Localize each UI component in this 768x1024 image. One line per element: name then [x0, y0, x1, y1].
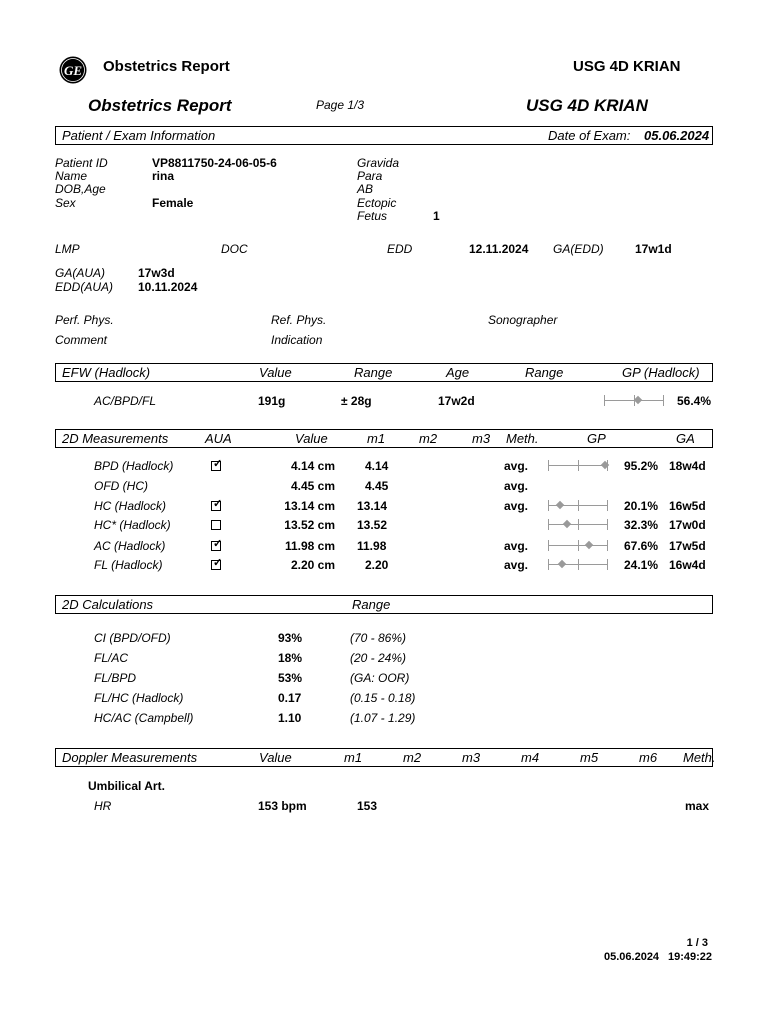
calc-name: FL/BPD — [94, 671, 137, 685]
gp-bar-start-tick — [604, 395, 605, 406]
measurement-value: 4.14 cm — [290, 459, 335, 473]
calc-name: HC/AC (Campbell) — [94, 711, 194, 725]
doppler-title: Doppler Measurements — [62, 750, 198, 765]
measurements-title: 2D Measurements — [62, 431, 169, 446]
ga-edd-label: GA(EDD) — [553, 242, 604, 256]
ga-edd-value: 17w1d — [635, 242, 672, 256]
footer-page: 1 / 3 — [686, 937, 708, 949]
measurement-m1: 13.14 — [357, 499, 388, 513]
efw-range-label: Range — [354, 365, 393, 380]
calc-range: (20 - 24%) — [350, 651, 407, 665]
doppler-section-header — [55, 748, 716, 767]
sex-value: Female — [152, 196, 194, 210]
aua-checkbox[interactable]: ✓ — [213, 458, 223, 470]
measurement-m1: 13.52 — [357, 518, 388, 532]
doppler-m2-label: m2 — [403, 750, 422, 765]
exam-date-label: Date of Exam: — [548, 128, 631, 143]
patient-section-header — [55, 126, 713, 145]
calc-name: CI (BPD/OFD) — [94, 631, 171, 645]
efw-section-header — [55, 363, 713, 382]
measurement-m1: 4.14 — [365, 459, 389, 473]
measurement-gp-bar — [548, 519, 608, 529]
measurement-ga: 17w5d — [669, 539, 706, 553]
measurement-gp: 32.3% — [624, 518, 659, 532]
efw-range2-label: Range — [525, 365, 564, 380]
footer-time: 19:49:22 — [668, 951, 713, 963]
measurement-gp-bar — [548, 460, 608, 470]
measurement-gp: 20.1% — [624, 499, 659, 513]
doppler-m3-label: m3 — [462, 750, 481, 765]
top-title: Obstetrics Report — [103, 58, 230, 75]
efw-age-label: Age — [446, 365, 470, 380]
gp-percentile-marker — [558, 560, 566, 568]
doc-label: DOC — [221, 242, 248, 256]
patient-id-label: Patient ID — [55, 156, 108, 170]
measurement-name: AC (Hadlock) — [94, 539, 166, 553]
gp-percentile-marker — [634, 396, 642, 404]
fetus-label: Fetus — [357, 209, 388, 223]
calc-value: 1.10 — [278, 711, 302, 725]
measurement-ga: 18w4d — [669, 459, 706, 473]
measurements-section-header — [55, 429, 713, 448]
gp-col-label: GP — [587, 431, 606, 446]
gp-bar-start-tick — [548, 500, 549, 511]
measurement-name: FL (Hadlock) — [94, 558, 163, 572]
calc-range-label: Range — [352, 597, 391, 612]
measurement-m1: 11.98 — [357, 539, 387, 553]
measurement-gp-bar — [548, 540, 608, 550]
gp-bar-end-tick — [607, 540, 608, 551]
calc-value: 93% — [278, 631, 303, 645]
efw-row-value: 191g — [258, 394, 286, 408]
perf-phys-label: Perf. Phys. — [55, 313, 114, 327]
gp-bar-end-tick — [607, 559, 608, 570]
ga-col-label: GA — [676, 431, 695, 446]
measurement-gp: 67.6% — [624, 539, 659, 553]
indication-label: Indication — [271, 333, 323, 347]
lmp-label: LMP — [55, 242, 80, 256]
m1-col-label: m1 — [367, 431, 386, 446]
m2-col-label: m2 — [419, 431, 438, 446]
aua-checkbox[interactable]: ✓ — [213, 557, 223, 569]
gp-bar-start-tick — [548, 460, 549, 471]
doppler-meth-label: Meth. — [683, 750, 716, 765]
efw-row-range: ± 28g — [341, 394, 372, 408]
measurement-name: OFD (HC) — [94, 479, 148, 493]
name-label: Name — [55, 169, 88, 183]
measurement-ga: 16w5d — [669, 499, 706, 513]
aua-col-label: AUA — [205, 431, 232, 446]
doppler-row-m1: 153 — [357, 799, 378, 813]
doppler-m6-label: m6 — [639, 750, 658, 765]
calc-name: FL/AC — [94, 651, 129, 665]
calc-value: 53% — [278, 671, 303, 685]
calc-range: (70 - 86%) — [350, 631, 407, 645]
sonographer-label: Sonographer — [488, 313, 558, 327]
calc-range: (GA: OOR) — [350, 671, 410, 685]
footer-date: 05.06.2024 — [604, 951, 660, 963]
calc-name: FL/HC (Hadlock) — [94, 691, 184, 705]
doppler-row-meth: max — [685, 799, 710, 813]
measurement-gp: 24.1% — [624, 558, 659, 572]
measurement-meth: avg. — [504, 479, 529, 493]
doppler-row-value: 153 bpm — [258, 799, 307, 813]
measurement-value: 13.14 cm — [284, 499, 335, 513]
m3-col-label: m3 — [472, 431, 491, 446]
sex-label: Sex — [55, 196, 76, 210]
page-number: Page 1/3 — [316, 98, 365, 112]
value-col-label: Value — [295, 431, 328, 446]
doppler-m5-label: m5 — [580, 750, 599, 765]
gp-bar-start-tick — [548, 519, 549, 530]
gp-bar-mid-tick — [578, 500, 579, 511]
efw-row-name: AC/BPD/FL — [94, 394, 157, 408]
calc-value: 18% — [278, 651, 303, 665]
comment-label: Comment — [55, 333, 108, 347]
aua-checkbox[interactable] — [211, 520, 221, 530]
calculations-section-header — [55, 595, 713, 614]
measurement-meth: avg. — [504, 459, 529, 473]
measurement-value: 11.98 cm — [284, 539, 335, 553]
ga-aua-value: 17w3d — [138, 266, 175, 280]
patient-section-title: Patient / Exam Information — [62, 128, 216, 143]
exam-date-value: 05.06.2024 — [644, 128, 710, 143]
meth-col-label: Meth. — [506, 431, 539, 446]
gp-bar-mid-tick — [578, 559, 579, 570]
efw-title: EFW (Hadlock) — [62, 365, 151, 380]
measurement-name: BPD (Hadlock) — [94, 459, 174, 473]
calculations-title: 2D Calculations — [62, 597, 154, 612]
aua-checkbox[interactable]: ✓ — [213, 498, 223, 510]
ref-phys-label: Ref. Phys. — [271, 313, 327, 327]
doppler-m1-label: m1 — [344, 750, 363, 765]
patient-id-value: VP8811750-24-06-05-6 — [152, 156, 277, 170]
edd-label: EDD — [387, 242, 413, 256]
calc-range: (1.07 - 1.29) — [350, 711, 416, 725]
edd-aua-value: 10.11.2024 — [138, 280, 198, 294]
measurement-m1: 2.20 — [365, 558, 389, 572]
calc-range: (0.15 - 0.18) — [350, 691, 416, 705]
measurement-ga: 17w0d — [669, 518, 706, 532]
para-label: Para — [357, 169, 383, 183]
device-name: USG 4D KRIAN — [526, 96, 648, 115]
measurement-gp-bar — [548, 500, 608, 510]
svg-text:GE: GE — [63, 63, 83, 78]
efw-row-gp: 56.4% — [677, 394, 712, 408]
dob-label: DOB,Age — [55, 182, 106, 196]
efw-gp-bar — [604, 395, 664, 405]
gp-bar-start-tick — [548, 540, 549, 551]
edd-aua-label: EDD(AUA) — [55, 280, 114, 294]
gp-bar-end-tick — [663, 395, 664, 406]
gp-bar-mid-tick — [578, 540, 579, 551]
measurement-m1: 4.45 — [365, 479, 389, 493]
gp-percentile-marker — [556, 501, 564, 509]
gp-percentile-marker — [563, 520, 571, 528]
efw-row-age: 17w2d — [438, 394, 475, 408]
efw-value-label: Value — [259, 365, 292, 380]
measurement-meth: avg. — [504, 539, 529, 553]
doppler-group-label: Umbilical Art. — [88, 779, 165, 793]
ab-label: AB — [357, 182, 374, 196]
gp-percentile-marker — [585, 541, 593, 549]
efw-gp-label: GP (Hadlock) — [622, 365, 700, 380]
report-title: Obstetrics Report — [88, 96, 232, 115]
doppler-m4-label: m4 — [521, 750, 540, 765]
gp-bar-start-tick — [548, 559, 549, 570]
doppler-row-name: HR — [94, 799, 112, 813]
measurement-value: 2.20 cm — [290, 558, 335, 572]
measurement-gp: 95.2% — [624, 459, 659, 473]
measurement-name: HC (Hadlock) — [94, 499, 167, 513]
aua-checkbox[interactable]: ✓ — [213, 538, 223, 550]
gravida-label: Gravida — [357, 156, 400, 170]
measurement-name: HC* (Hadlock) — [94, 518, 171, 532]
ectopic-label: Ectopic — [357, 196, 397, 210]
calc-value: 0.17 — [278, 691, 302, 705]
top-device: USG 4D KRIAN — [573, 58, 681, 75]
gp-bar-mid-tick — [578, 519, 579, 530]
measurement-gp-bar — [548, 559, 608, 569]
measurement-meth: avg. — [504, 558, 529, 572]
measurement-ga: 16w4d — [669, 558, 706, 572]
gp-bar-end-tick — [607, 500, 608, 511]
gp-bar-end-tick — [607, 519, 608, 530]
gp-bar-mid-tick — [578, 460, 579, 471]
measurement-value: 4.45 cm — [290, 479, 335, 493]
ge-logo-icon — [59, 56, 87, 84]
edd-value: 12.11.2024 — [469, 242, 529, 256]
ga-aua-label: GA(AUA) — [55, 266, 106, 280]
measurement-value: 13.52 cm — [284, 518, 335, 532]
doppler-value-label: Value — [259, 750, 292, 765]
measurement-meth: avg. — [504, 499, 529, 513]
fetus-value: 1 — [433, 209, 440, 223]
name-value: rina — [152, 169, 175, 183]
